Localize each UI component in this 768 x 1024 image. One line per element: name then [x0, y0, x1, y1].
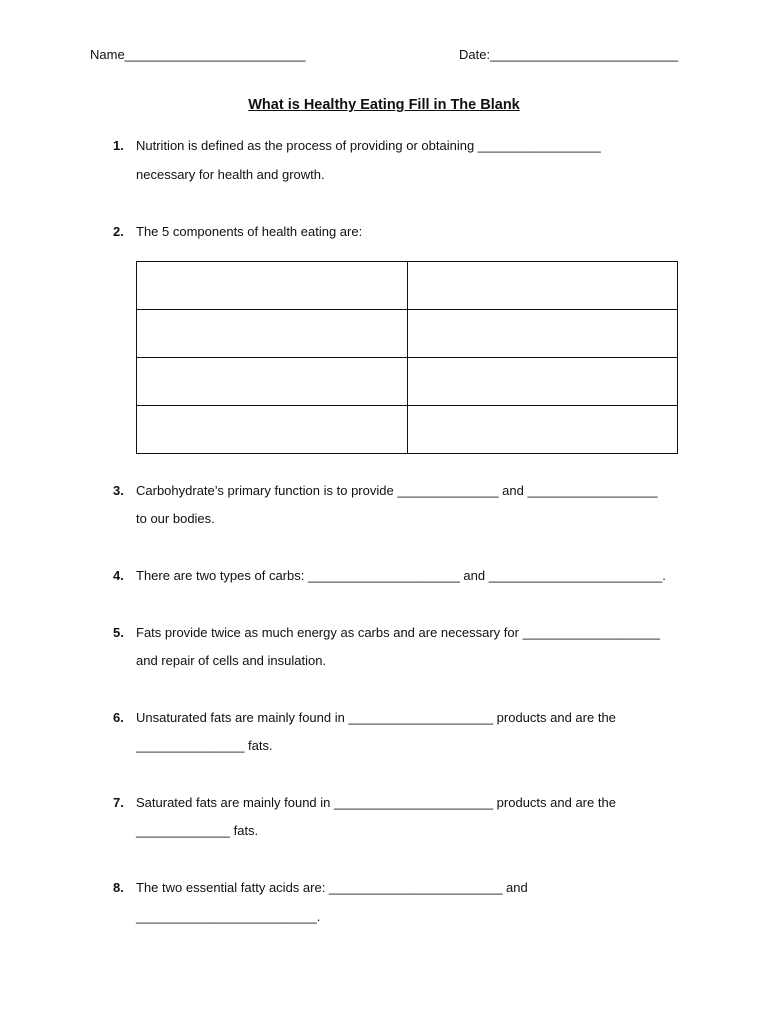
answer-cell[interactable]: [137, 406, 408, 454]
answer-cell[interactable]: [407, 358, 678, 406]
answer-cell[interactable]: [137, 358, 408, 406]
question-1-number: 1.: [113, 138, 124, 153]
question-4-number: 4.: [113, 568, 124, 583]
question-3-text-continued: to our bodies.: [136, 511, 215, 526]
answer-cell[interactable]: [407, 406, 678, 454]
question-2-text: The 5 components of health eating are:: [136, 224, 363, 239]
table-row: [137, 358, 678, 406]
table-row: [137, 406, 678, 454]
question-7-number: 7.: [113, 795, 124, 810]
question-3-number: 3.: [113, 483, 124, 498]
question-1-text: Nutrition is defined as the process of providing or obtaining _________________: [136, 138, 601, 153]
question-8-text-continued: _________________________.: [136, 909, 321, 924]
answer-cell[interactable]: [407, 310, 678, 358]
question-8-text: The two essential fatty acids are: ________________________ and: [136, 880, 528, 895]
question-5-text: Fats provide twice as much energy as carbs and are necessary for ___________________: [136, 625, 660, 640]
answer-cell[interactable]: [137, 262, 408, 310]
question-5-text-continued: and repair of cells and insulation.: [136, 653, 327, 668]
answer-cell[interactable]: [407, 262, 678, 310]
name-field-label: Name_________________________: [90, 47, 306, 62]
question-6-text-continued: _______________ fats.: [136, 738, 273, 753]
worksheet-title: What is Healthy Eating Fill in The Blank: [248, 97, 520, 113]
question-7-text-continued: _____________ fats.: [136, 823, 259, 838]
question-1-text-continued: necessary for health and growth.: [136, 167, 325, 182]
table-row: [137, 310, 678, 358]
components-answer-table: [136, 261, 678, 454]
question-4-text: There are two types of carbs: _____________________ and ________________________.: [136, 568, 666, 583]
question-8-number: 8.: [113, 880, 124, 895]
question-7-text: Saturated fats are mainly found in ______________________ products and are the: [136, 795, 616, 810]
question-2-number: 2.: [113, 224, 124, 239]
answer-cell[interactable]: [137, 310, 408, 358]
table-row: [137, 262, 678, 310]
question-5-number: 5.: [113, 625, 124, 640]
question-6-text: Unsaturated fats are mainly found in ____________________ products and are the: [136, 710, 616, 725]
question-3-text: Carbohydrate’s primary function is to provide ______________ and __________________: [136, 483, 658, 498]
question-6-number: 6.: [113, 710, 124, 725]
date-field-label: Date:__________________________: [459, 47, 679, 62]
